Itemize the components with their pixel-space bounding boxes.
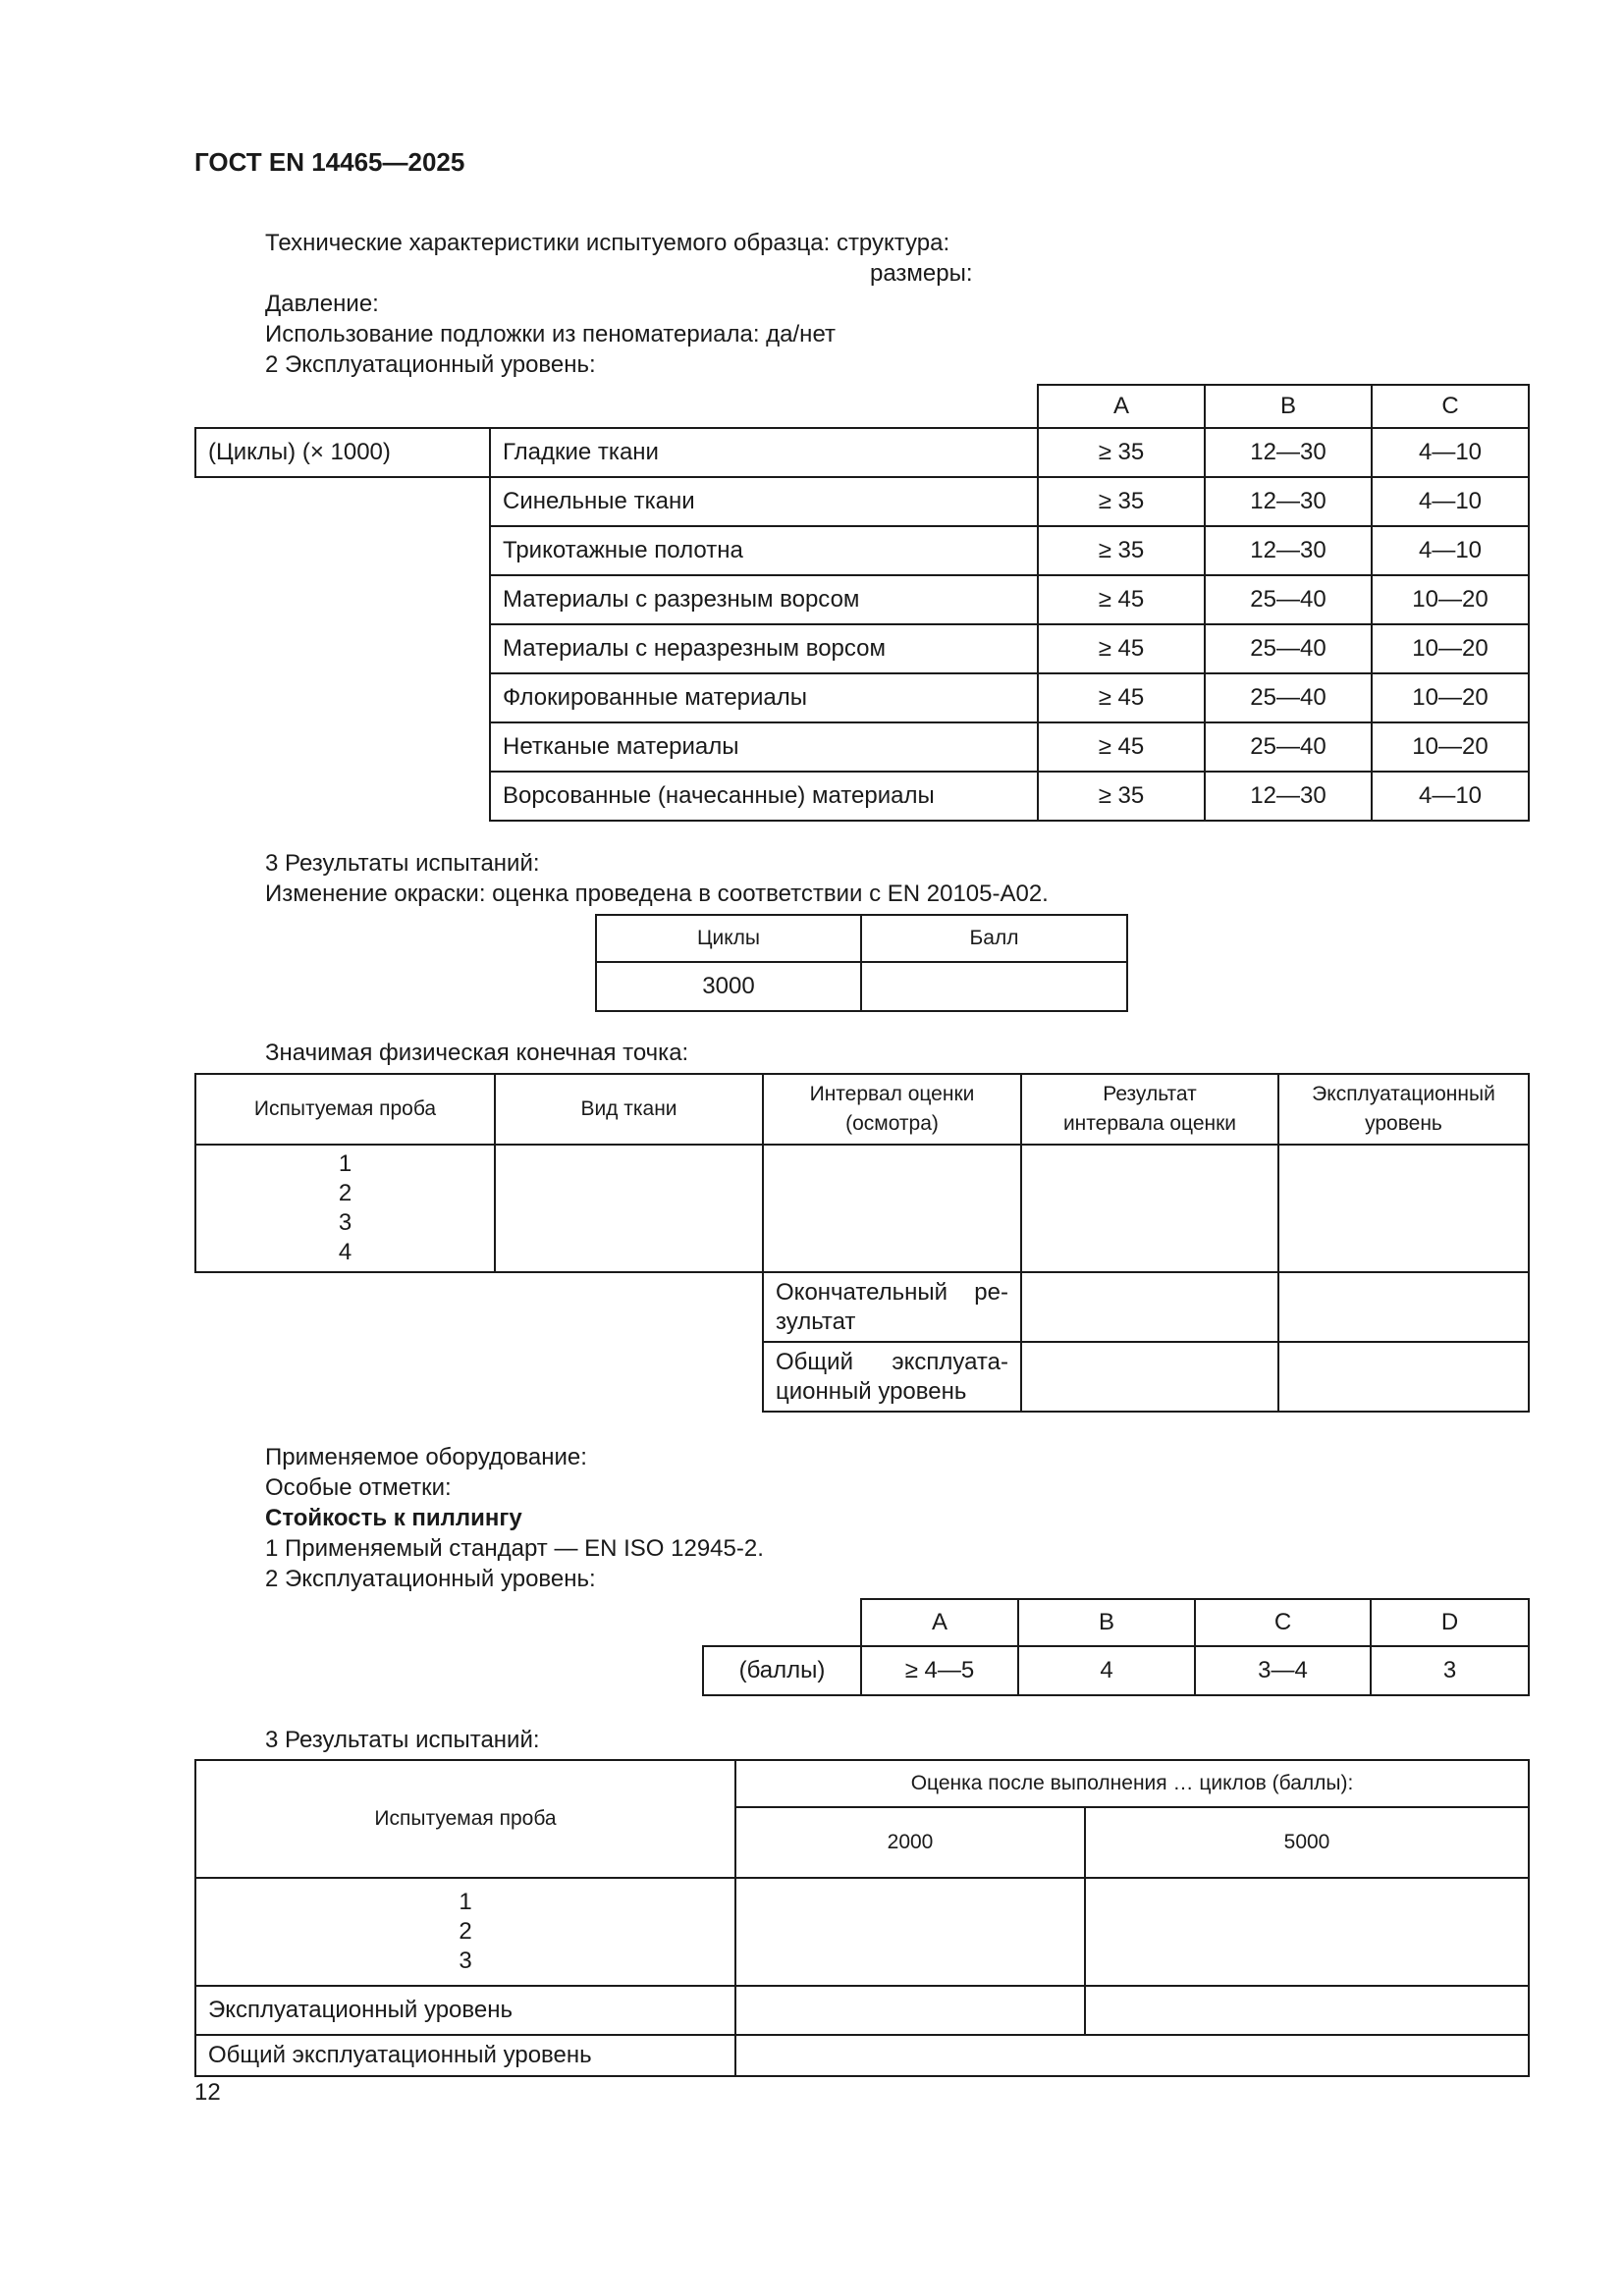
header-a: A <box>1038 385 1205 428</box>
blank-cell <box>195 477 490 526</box>
sample-header: Испытуемая проба <box>195 1760 735 1878</box>
header-d: D <box>1371 1599 1529 1646</box>
fabric-name: Флокированные материалы <box>490 673 1038 722</box>
value-b: 25—40 <box>1205 575 1372 624</box>
document-title: ГОСТ EN 14465—2025 <box>194 147 465 177</box>
overall-level-cell <box>1278 1342 1529 1412</box>
equipment-line: Применяемое оборудование: <box>265 1444 587 1470</box>
value-c: 4—10 <box>1372 428 1529 477</box>
level-header-line2: уровень <box>1365 1112 1442 1135</box>
performance-level-label: Эксплуатационный уровень <box>195 1986 735 2035</box>
interval-header <box>763 1074 1021 1145</box>
value-b: 4 <box>1018 1646 1195 1695</box>
result-header <box>1021 1074 1278 1145</box>
fabric-name: Трикотажные полотна <box>490 526 1038 575</box>
interval-header-line1: Интервал оценки <box>809 1083 975 1105</box>
level-header <box>1278 1074 1529 1145</box>
special-notes-line: Особые отметки: <box>265 1474 452 1501</box>
result-header-line2: интервала оценки <box>1062 1112 1237 1135</box>
performance-level-line: 2 Эксплуатационный уровень: <box>265 351 596 378</box>
value-b: 12—30 <box>1205 526 1372 575</box>
foam-underlay-line: Использование подложки из пеноматериала: да/нет <box>265 321 836 347</box>
blank-cell <box>495 1272 763 1342</box>
final-result-cell <box>1021 1272 1278 1342</box>
fabric-name: Ворсованные (начесанные) материалы <box>490 772 1038 821</box>
pressure-line: Давление: <box>265 291 379 317</box>
score-value <box>861 962 1127 1011</box>
final-result-label <box>763 1272 1021 1342</box>
score-2000-cell <box>735 1878 1085 1986</box>
sample-numbers <box>195 1145 495 1272</box>
value-c: 10—20 <box>1372 673 1529 722</box>
overall-result-cell <box>1021 1342 1278 1412</box>
blank-cell <box>195 1272 495 1342</box>
value-c: 4—10 <box>1372 772 1529 821</box>
color-change-line: Изменение окраски: оценка проведена в соответствии с EN 20105-A02. <box>265 881 1049 907</box>
sample-number: 2 <box>459 1918 472 1945</box>
sample-header: Испытуемая проба <box>195 1074 495 1145</box>
value-a: ≥ 4—5 <box>861 1646 1018 1695</box>
overall-level-label <box>763 1342 1021 1412</box>
sample-number: 1 <box>338 1150 352 1177</box>
pilling-results-title: 3 Результаты испытаний: <box>265 1727 540 1753</box>
value-c: 4—10 <box>1372 526 1529 575</box>
blank-cell <box>195 385 490 428</box>
value-b: 25—40 <box>1205 673 1372 722</box>
interval-cell <box>763 1145 1021 1272</box>
fabric-name: Материалы с неразрезным ворсом <box>490 624 1038 673</box>
cycles-label: (Циклы) (× 1000) <box>195 428 490 477</box>
endpoint-table <box>194 1073 1530 1413</box>
overall-level-label: Общий эксплуатационный уровень <box>195 2035 735 2076</box>
cycles-2000-header: 2000 <box>735 1807 1085 1878</box>
overall-level-line2: ционный уровень <box>776 1377 967 1405</box>
result-cell <box>1021 1145 1278 1272</box>
score-header: Балл <box>861 915 1127 962</box>
fabric-type-cell <box>495 1145 763 1272</box>
blank-cell <box>703 1599 861 1646</box>
sample-number: 3 <box>338 1209 352 1236</box>
blank-cell <box>195 673 490 722</box>
header-a: A <box>861 1599 1018 1646</box>
endpoint-title: Значимая физическая конечная точка: <box>265 1040 689 1066</box>
standard-line: 1 Применяемый стандарт — EN ISO 12945-2. <box>265 1535 764 1562</box>
fabric-name: Материалы с разрезным ворсом <box>490 575 1038 624</box>
value-b: 12—30 <box>1205 428 1372 477</box>
blank-cell <box>195 624 490 673</box>
value-c: 10—20 <box>1372 624 1529 673</box>
header-b: B <box>1205 385 1372 428</box>
sample-number: 4 <box>338 1239 352 1265</box>
value-b: 25—40 <box>1205 624 1372 673</box>
level-cell <box>1278 1145 1529 1272</box>
sample-number: 2 <box>338 1180 352 1206</box>
level-5000-cell <box>1085 1986 1529 2035</box>
blank-cell <box>490 385 1038 428</box>
value-a: ≥ 35 <box>1038 477 1205 526</box>
value-b: 12—30 <box>1205 772 1372 821</box>
cycles-header: Циклы <box>596 915 861 962</box>
value-d: 3 <box>1371 1646 1529 1695</box>
fabric-name: Гладкие ткани <box>490 428 1038 477</box>
value-a: ≥ 35 <box>1038 428 1205 477</box>
color-change-table <box>595 914 1128 1012</box>
blank-cell <box>195 722 490 772</box>
blank-cell <box>195 1342 495 1412</box>
value-a: ≥ 35 <box>1038 526 1205 575</box>
value-c: 4—10 <box>1372 477 1529 526</box>
sample-number: 3 <box>459 1948 472 1974</box>
level-2000-cell <box>735 1986 1085 2035</box>
sample-number: 1 <box>459 1889 472 1915</box>
fabric-name: Синельные ткани <box>490 477 1038 526</box>
fabric-name: Нетканые материалы <box>490 722 1038 772</box>
value-b: 12—30 <box>1205 477 1372 526</box>
page-number: 12 <box>194 2079 221 2106</box>
blank-cell <box>195 575 490 624</box>
header-c: C <box>1372 385 1529 428</box>
pilling-results-table <box>194 1759 1530 2077</box>
cycles-value: 3000 <box>596 962 861 1011</box>
specimen-sizes-line: размеры: <box>870 260 973 287</box>
overall-level-line1: Общий эксплуата- <box>776 1348 1008 1375</box>
header-b: B <box>1018 1599 1195 1646</box>
value-c: 10—20 <box>1372 722 1529 772</box>
blank-cell <box>495 1342 763 1412</box>
level-header-line1: Эксплуатационный <box>1312 1083 1495 1105</box>
final-result-line2: зультат <box>776 1308 856 1335</box>
fabric-type-header: Вид ткани <box>495 1074 763 1145</box>
pilling-title: Стойкость к пиллингу <box>265 1505 522 1531</box>
header-c: C <box>1195 1599 1371 1646</box>
sample-numbers <box>195 1878 735 1986</box>
specimen-structure-line: Технические характеристики испытуемого образца: структура: <box>265 230 950 256</box>
final-result-line1: Окончательный ре- <box>776 1278 1008 1306</box>
score-5000-cell <box>1085 1878 1529 1986</box>
final-level-cell <box>1278 1272 1529 1342</box>
pilling-level-table <box>702 1598 1530 1696</box>
cycles-5000-header: 5000 <box>1085 1807 1529 1878</box>
value-a: ≥ 45 <box>1038 575 1205 624</box>
blank-cell <box>195 526 490 575</box>
value-a: ≥ 45 <box>1038 624 1205 673</box>
value-a: ≥ 35 <box>1038 772 1205 821</box>
overall-level-cell <box>735 2035 1529 2076</box>
value-c: 10—20 <box>1372 575 1529 624</box>
pilling-level-line: 2 Эксплуатационный уровень: <box>265 1566 596 1592</box>
value-b: 25—40 <box>1205 722 1372 772</box>
scores-label: (баллы) <box>703 1646 861 1695</box>
score-after-cycles-header: Оценка после выполнения … циклов (баллы): <box>735 1760 1529 1807</box>
blank-cell <box>195 772 490 821</box>
interval-header-line2: (осмотра) <box>845 1112 939 1135</box>
value-c: 3—4 <box>1195 1646 1371 1695</box>
value-a: ≥ 45 <box>1038 722 1205 772</box>
cycles-performance-table <box>194 384 1530 822</box>
result-header-line1: Результат <box>1103 1083 1197 1105</box>
test-results-title: 3 Результаты испытаний: <box>265 850 540 877</box>
value-a: ≥ 45 <box>1038 673 1205 722</box>
